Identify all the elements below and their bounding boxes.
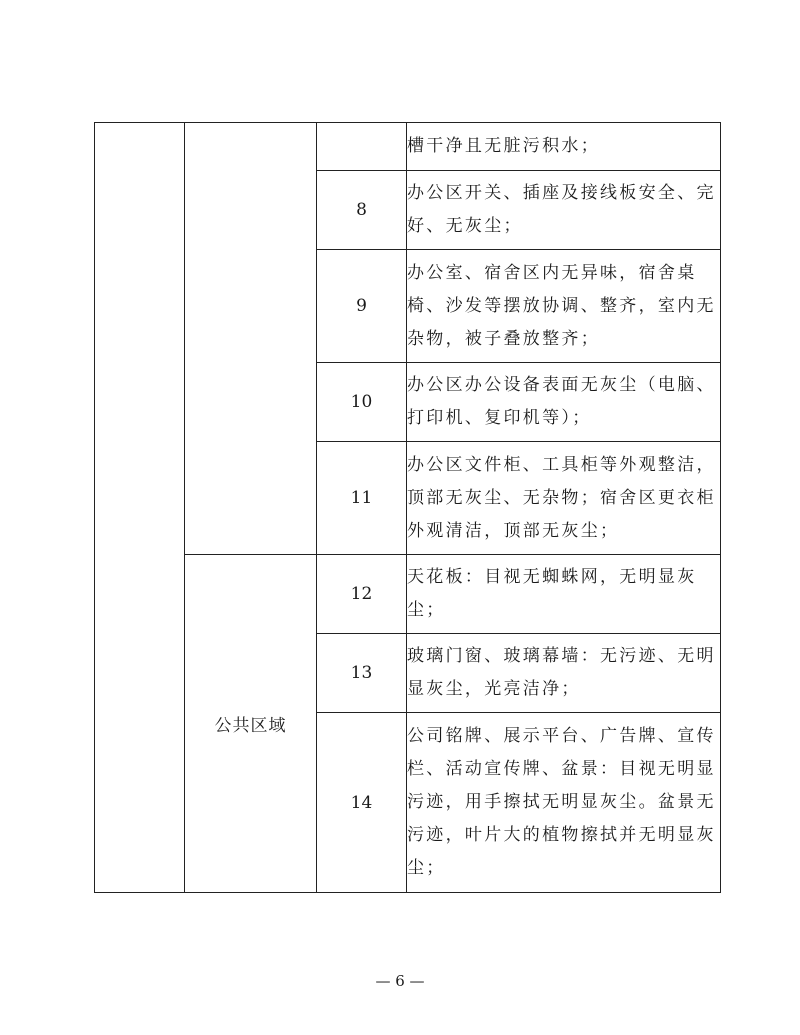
item-description: 槽干净且无脏污积水； [407,123,721,171]
page-number: — 6 — [375,972,425,990]
item-description: 办公区开关、插座及接线板安全、完好、无灰尘； [407,171,721,250]
item-description: 办公室、宿舍区内无异味，宿舍桌椅、沙发等摆放协调、整齐，室内无杂物，被子叠放整齐； [407,250,721,363]
table-row [95,123,721,171]
item-number: 12 [317,555,407,634]
item-description: 公司铭牌、展示平台、广告牌、宣传栏、活动宣传牌、盆景：目视无明显污迹，用手擦拭无明显灰尘。盆景无污迹，叶片大的植物擦拭并无明显灰尘； [407,713,721,893]
item-number: 13 [317,634,407,713]
item-number: 10 [317,363,407,442]
item-number: 9 [317,250,407,363]
table-row [95,555,721,634]
item-number: 11 [317,442,407,555]
item-description: 办公区办公设备表面无灰尘（电脑、打印机、复印机等）； [407,363,721,442]
item-description: 办公区文件柜、工具柜等外观整洁，顶部无灰尘、无杂物；宿舍区更衣柜外观清洁，顶部无灰尘； [407,442,721,555]
area-cell-office [185,123,317,555]
area-cell-public: 公共区域 [185,555,317,893]
item-description: 玻璃门窗、玻璃幕墙：无污迹、无明显灰尘，光亮洁净； [407,634,721,713]
item-number: 14 [317,713,407,893]
item-number: 8 [317,171,407,250]
category-cell [95,123,185,893]
item-description: 天花板：目视无蜘蛛网，无明显灰尘； [407,555,721,634]
standards-table [94,122,721,893]
item-number [317,123,407,171]
